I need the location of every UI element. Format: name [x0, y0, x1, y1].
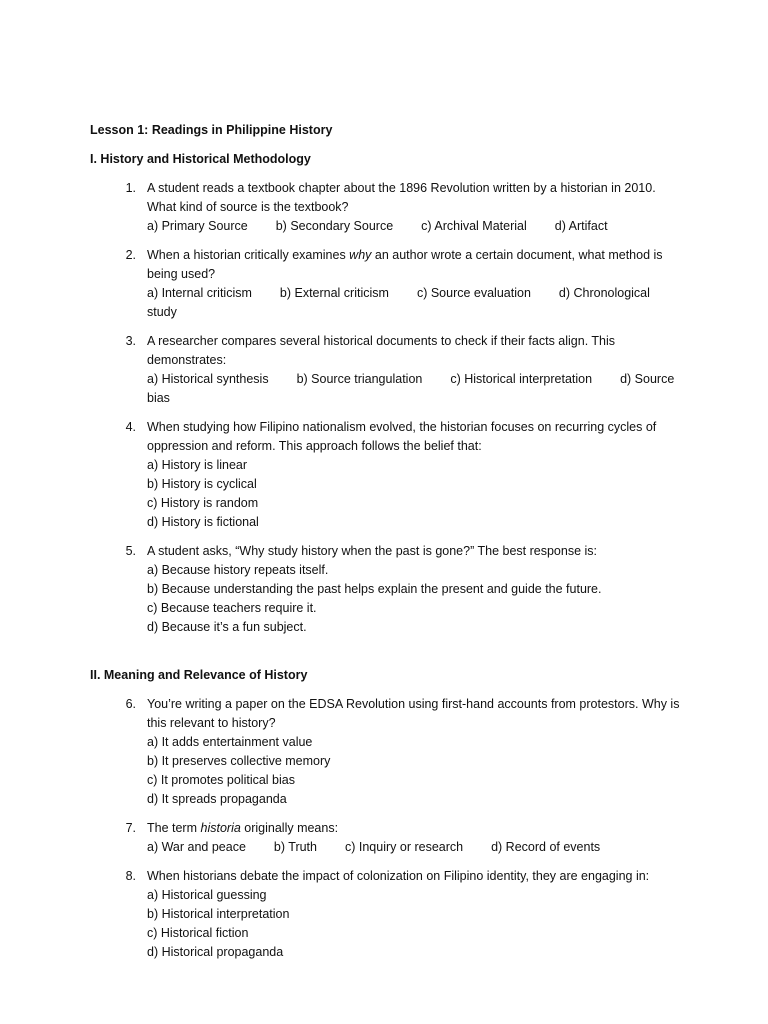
question-number: 1. [125, 181, 136, 195]
lesson-title: Lesson 1: Readings in Philippine History [90, 123, 333, 137]
question-item [90, 542, 690, 637]
question-text: When historians debate the impact of colonization on Filipino identity, they are engaging in: [147, 869, 650, 883]
question-text: A student asks, “Why study history when the past is gone?” The best response is: [147, 544, 597, 558]
emphasized-word: historia [200, 821, 241, 835]
answer-choice: d) It spreads propaganda [147, 792, 287, 806]
answer-choice: d) Artifact [554, 219, 608, 233]
answer-choice: a) Historical synthesis [147, 372, 269, 386]
document-content [90, 121, 690, 972]
answer-choices [147, 838, 687, 857]
question-item [90, 819, 690, 857]
answer-choice: c) Because teachers require it. [147, 601, 317, 615]
question-list [90, 695, 690, 962]
answer-choice: c) Archival Material [421, 219, 527, 233]
answer-choice: a) War and peace [147, 840, 246, 854]
section-title: I. History and Historical Methodology [90, 152, 311, 166]
question-text: You’re writing a paper on the EDSA Revolution using first-hand accounts from protestors. Why is this relevant to history? [147, 697, 680, 730]
answer-choice: c) Historical fiction [147, 926, 249, 940]
answer-choice: b) It preserves collective memory [147, 754, 331, 768]
answer-choice: d) History is fictional [147, 515, 259, 529]
answer-choice: a) Primary Source [147, 219, 248, 233]
question-text: When studying how Filipino nationalism evolved, the historian focuses on recurring cycles of oppression and reform. This approach follows the belief that: [147, 420, 657, 453]
question-number: 8. [125, 869, 136, 883]
answer-choices [147, 217, 687, 236]
answer-choice: c) Inquiry or research [344, 840, 464, 854]
question-item [90, 332, 690, 408]
answer-choice: a) History is linear [147, 458, 248, 472]
answer-choices [147, 886, 687, 962]
answer-choice: d) Historical propaganda [147, 945, 284, 959]
question-number: 2. [125, 248, 136, 262]
answer-choice: d) Source bias [147, 372, 675, 405]
answer-choices [147, 284, 687, 322]
answer-choice: d) Because it’s a fun subject. [147, 620, 307, 634]
question-item [90, 418, 690, 532]
answer-choices [147, 456, 687, 532]
answer-choice: b) External criticism [279, 286, 389, 300]
question-text: A student reads a textbook chapter about the 1896 Revolution written by a historian in 2010. What kind of source is the textbook? [147, 181, 656, 214]
answer-choice: c) Source evaluation [416, 286, 531, 300]
answer-choice: d) Chronological study [147, 286, 650, 319]
question-text: A researcher compares several historical documents to check if their facts align. This demonstrates: [147, 334, 616, 367]
question-item [90, 867, 690, 962]
answer-choices [147, 370, 687, 408]
answer-choice: d) Record of events [491, 840, 601, 854]
emphasized-word: why [349, 248, 372, 262]
answer-choice: a) Internal criticism [147, 286, 252, 300]
question-number: 7. [125, 821, 136, 835]
answer-choice: b) Because understanding the past helps explain the present and guide the future. [147, 582, 602, 596]
section-title: II. Meaning and Relevance of History [90, 668, 308, 682]
answer-choice: c) Historical interpretation [450, 372, 593, 386]
question-number: 6. [125, 697, 136, 711]
answer-choice: a) Historical guessing [147, 888, 267, 902]
question-item [90, 695, 690, 809]
answer-choice: a) Because history repeats itself. [147, 563, 329, 577]
answer-choices [147, 733, 687, 809]
question-number: 5. [125, 544, 136, 558]
answer-choice: b) Source triangulation [296, 372, 423, 386]
question-item [90, 246, 690, 322]
answer-choice: b) Secondary Source [275, 219, 394, 233]
question-text: The term historia originally means: [147, 821, 339, 835]
answer-choice: b) Historical interpretation [147, 907, 290, 921]
answer-choice: a) It adds entertainment value [147, 735, 313, 749]
answer-choices [147, 561, 687, 637]
answer-choice: b) History is cyclical [147, 477, 257, 491]
answer-choice: c) History is random [147, 496, 259, 510]
question-number: 3. [125, 334, 136, 348]
answer-choice: c) It promotes political bias [147, 773, 295, 787]
question-number: 4. [125, 420, 136, 434]
question-list [90, 179, 690, 637]
answer-choice: b) Truth [273, 840, 317, 854]
question-text: When a historian critically examines why an author wrote a certain document, what method is being used? [147, 248, 663, 281]
question-item [90, 179, 690, 236]
